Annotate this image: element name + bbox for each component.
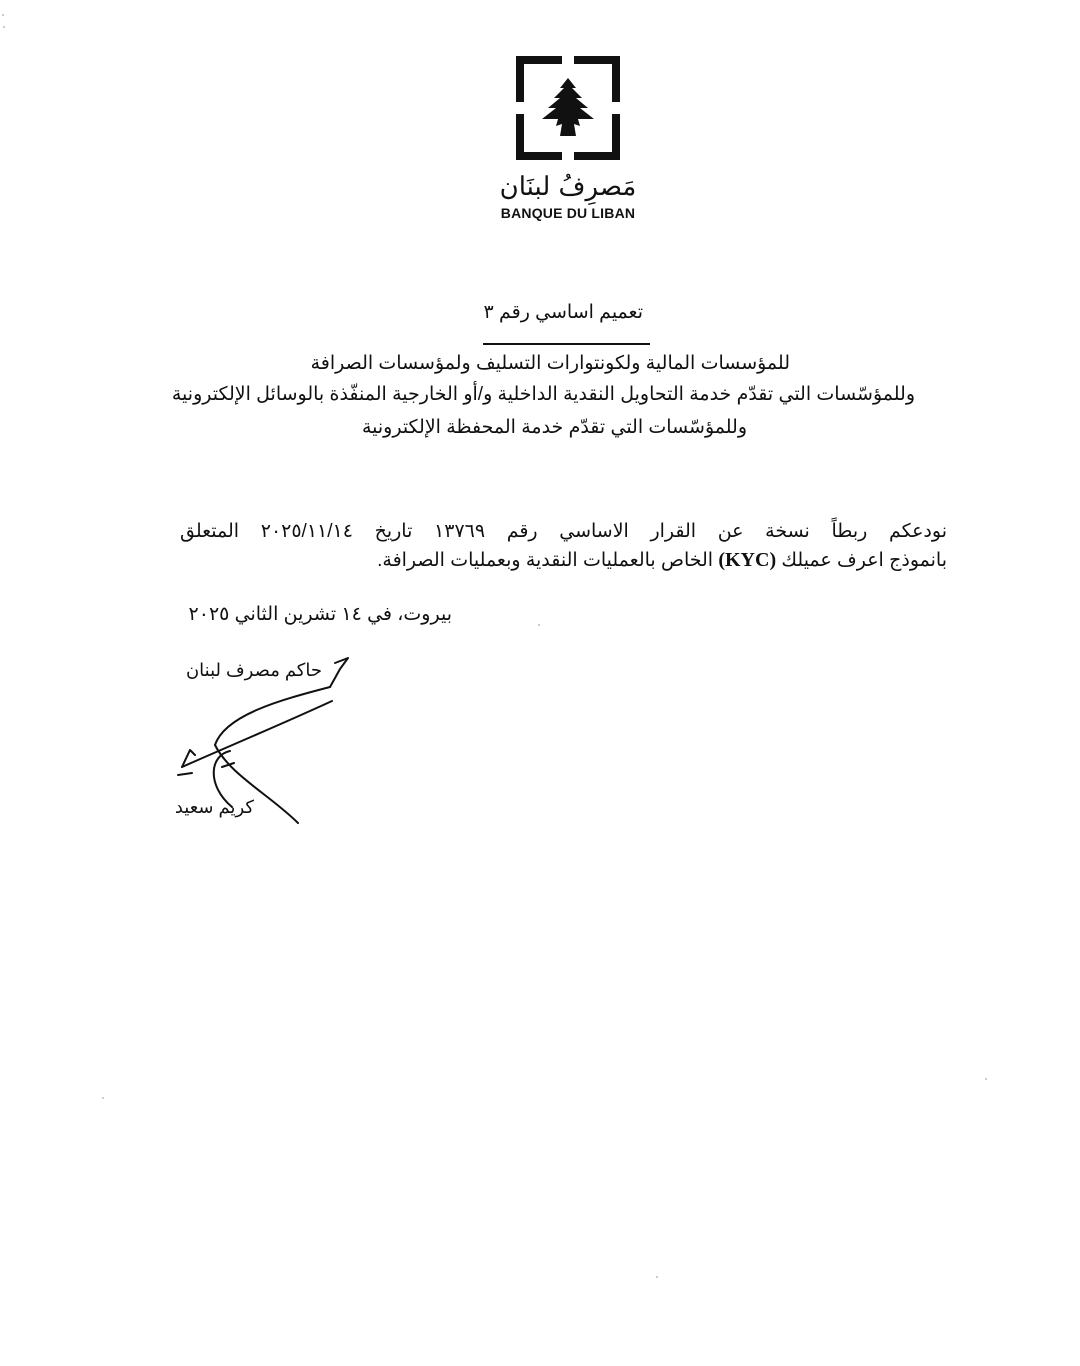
circular-title: تعميم اساسي رقم ٣ [483, 302, 643, 323]
scan-speck [2, 14, 4, 16]
body-paragraph-line: نودعكم ربطاً نسخة عن القرار الاساسي رقم ١٣٧٦٩ تاريخ ٢٠٢٥/١١/١٤ المتعلق [180, 521, 947, 542]
bank-name-arabic: مَصرِفُ لبنَان [499, 172, 637, 202]
body-paragraph-line [377, 548, 947, 573]
signatory-title: حاكم مصرف لبنان [185, 660, 322, 680]
place-and-date: بيروت، في ١٤ تشرين الثاني ٢٠٢٥ [188, 604, 452, 625]
scan-speck [985, 1078, 987, 1080]
scan-speck [656, 1276, 658, 1278]
body-text: بانموذج اعرف عميلك [781, 550, 947, 571]
kyc-acronym: (KYC) [718, 549, 777, 571]
cedar-tree-emblem-icon [516, 56, 620, 160]
body-text: الخاص بالعمليات النقدية وبعمليات الصرافة. [377, 550, 714, 571]
addressee-line: وللمؤسّسات التي تقدّم خدمة المحفظة الإلكترونية [361, 417, 747, 438]
scan-speck [102, 1097, 104, 1099]
signatory-name: كريم سعيد [174, 797, 254, 817]
addressee-line: وللمؤسّسات التي تقدّم خدمة التحاويل النقدية الداخلية و/أو الخارجية المنفّذة بالوسائل الإلكترونية [171, 384, 915, 405]
title-divider [483, 343, 650, 345]
addressee-line: للمؤسسات المالية ولكونتوارات التسليف ولمؤسسات الصرافة [310, 353, 790, 374]
scan-speck [538, 624, 540, 626]
scan-speck [3, 26, 5, 28]
bank-name-french: BANQUE DU LIBAN [500, 205, 636, 221]
